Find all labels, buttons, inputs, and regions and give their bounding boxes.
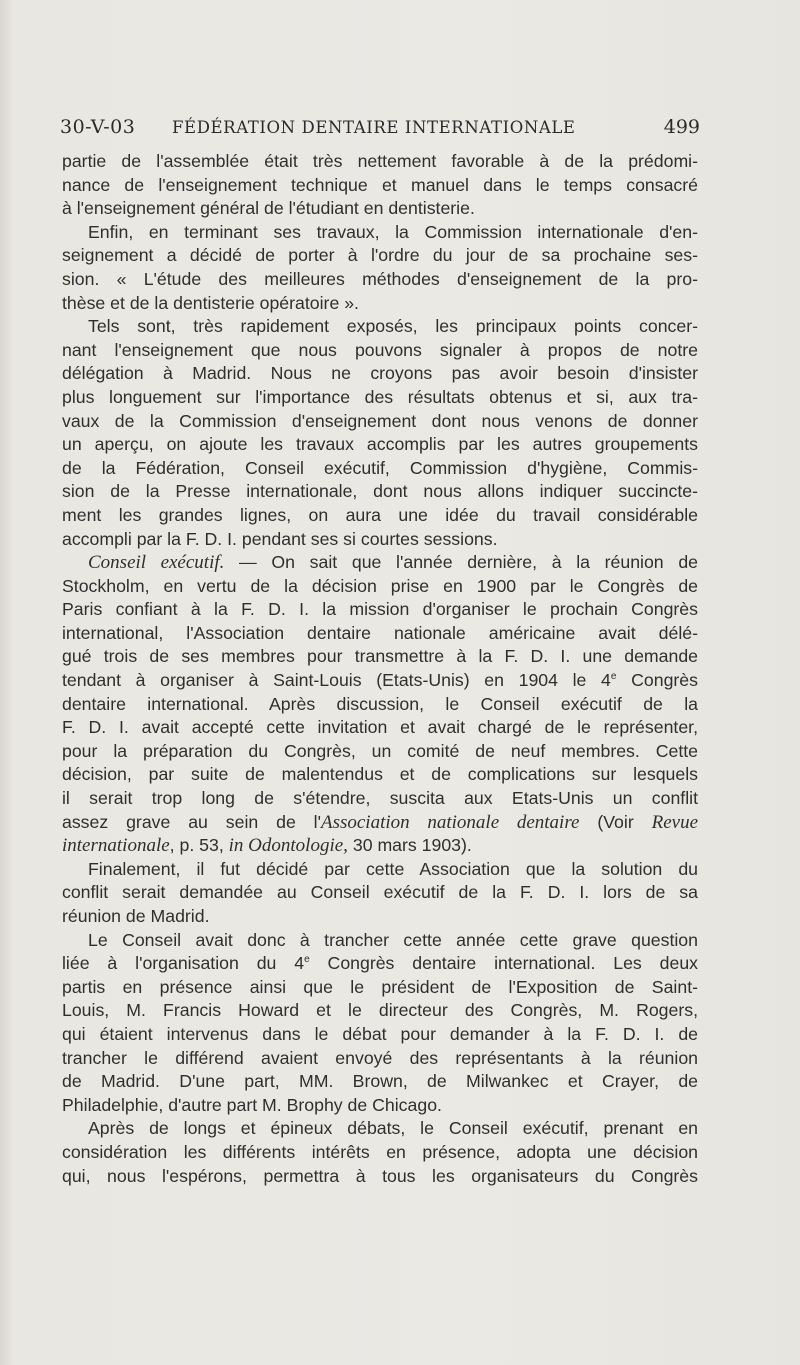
text-line: Stockholm, en vertu de la décision prise en 1900 par le Congrès de [62,575,698,596]
text-line: considération les différents intérêts en présence, adopta une décision [62,1141,698,1162]
text-span: 30 mars 1903). [347,835,472,856]
text-line: dentaire international. Après discussion, le Conseil exécutif de la [62,693,698,714]
text-line [62,669,698,693]
text-line: partie de l'assemblée était très nettement favorable à de la prédomi- [62,151,698,171]
text-span: , p. 53, [169,835,229,856]
superscript: e [610,671,617,683]
text-line: thèse et de la dentisterie opératoire ». [62,292,359,313]
text-span: assez grave au sein de l' [62,811,321,832]
text-span: liée à l'organisation du 4 [62,953,305,974]
text-line: gué trois de ses membres pour transmettre à la F. D. I. une demande [62,646,698,667]
text-line: trancher le différend avaient envoyé des représentants à la réunion [62,1047,698,1068]
text-line: à l'enseignement général de l'étudiant en dentisterie. [62,198,475,219]
running-header [60,112,700,142]
text-line: nance de l'enseignement technique et manuel dans le temps consacré [62,174,698,195]
header-date: 30-V-03 [60,116,136,138]
text-line: F. D. I. avait accepté cette invitation et avait chargé de le représenter, [62,717,698,738]
text-span: Congrès dentaire international. Les deux [309,953,698,974]
text-line: de Madrid. D'une part, MM. Brown, de Milwankec et Crayer, de [62,1071,698,1092]
text-line: décision, par suite de malentendus et de complications sur lesquels [62,764,698,785]
section-heading: Conseil exécutif. [88,552,225,574]
superscript: e [304,954,310,966]
text-line: ment les grandes lignes, on aura une idée du travail considérable [62,504,698,525]
text-line: nant l'enseignement que nous pouvons signaler à propos de notre [62,339,698,360]
text-line: Après de longs et épineux débats, le Conseil exécutif, prenant en [88,1118,698,1139]
text-line: partis en présence ainsi que le président de l'Exposition de Saint- [62,976,698,997]
text-line: Philadelphie, d'autre part M. Brophy de Chicago. [62,1094,442,1115]
italic-span: Revue [651,811,698,833]
page-number: 499 [663,116,700,138]
text-line: vaux de la Commission d'enseignement dont nous venons de donner [62,410,698,431]
italic-span: Association nationale dentaire [320,811,580,833]
italic-span: internationale [62,835,170,857]
text-span: — On sait que l'année dernière, à la réunion de [224,552,698,573]
text-line: qui étaient intervenus dans le débat pour demander à la F. D. I. de [62,1023,698,1044]
text-line: de la Fédération, Conseil exécutif, Commission d'hygiène, Commis- [62,457,698,478]
text-span: Congrès [616,670,698,691]
text-line: sion de la Presse internationale, dont nous allons indiquer succincte- [62,481,698,502]
text-line [62,551,698,575]
italic-span: in Odontologie, [228,835,348,857]
text-line: réunion de Madrid. [62,906,210,926]
text-line: sion. « L'étude des meilleures méthodes d'enseignement de la pro- [62,268,698,289]
header-title: FÉDÉRATION DENTAIRE INTERNATIONALE [172,118,576,137]
text-line: Paris confiant à la F. D. I. la mission d'organiser le prochain Congrès [62,599,698,620]
text-line: pour la préparation du Congrès, un comité de neuf membres. Cette [62,740,698,761]
text-line [62,811,698,835]
text-line: accompli par la F. D. I. pendant ses si courtes sessions. [62,528,498,549]
text-line: qui, nous l'espérons, permettra à tous les organisateurs du Congrès [62,1165,698,1186]
text-line: un aperçu, on ajoute les travaux accomplis par les autres groupements [62,434,698,455]
text-line: Louis, M. Francis Howard et le directeur des Congrès, M. Rogers, [62,1000,698,1021]
text-span: tendant à organiser à Saint-Louis (Etats-Unis) en 1904 le 4 [62,670,611,691]
text-line: conflit serait demandée au Conseil exécutif de la F. D. I. lors de sa [62,882,698,903]
text-line: il serait trop long de s'étendre, suscita aux Etats-Unis un conflit [62,788,698,809]
text-line: Le Conseil avait donc à trancher cette année cette grave question [88,929,698,950]
text-line: Enfin, en terminant ses travaux, la Commission internationale d'en- [88,221,698,242]
text-line: Tels sont, très rapidement exposés, les principaux points concer- [88,316,698,337]
text-span: (Voir [579,811,652,832]
text-line: délégation à Madrid. Nous ne croyons pas avoir besoin d'insister [62,363,698,384]
body-text [62,150,698,1188]
text-line [62,952,698,976]
text-line: Finalement, il fut décidé par cette Association que la solution du [88,858,698,879]
text-line [62,834,698,858]
text-line: plus longuement sur l'importance des résultats obtenus et si, aux tra- [62,386,698,407]
text-line: seignement a décidé de porter à l'ordre du jour de sa prochaine ses- [62,245,698,266]
text-line: international, l'Association dentaire nationale américaine avait délé- [62,622,698,643]
